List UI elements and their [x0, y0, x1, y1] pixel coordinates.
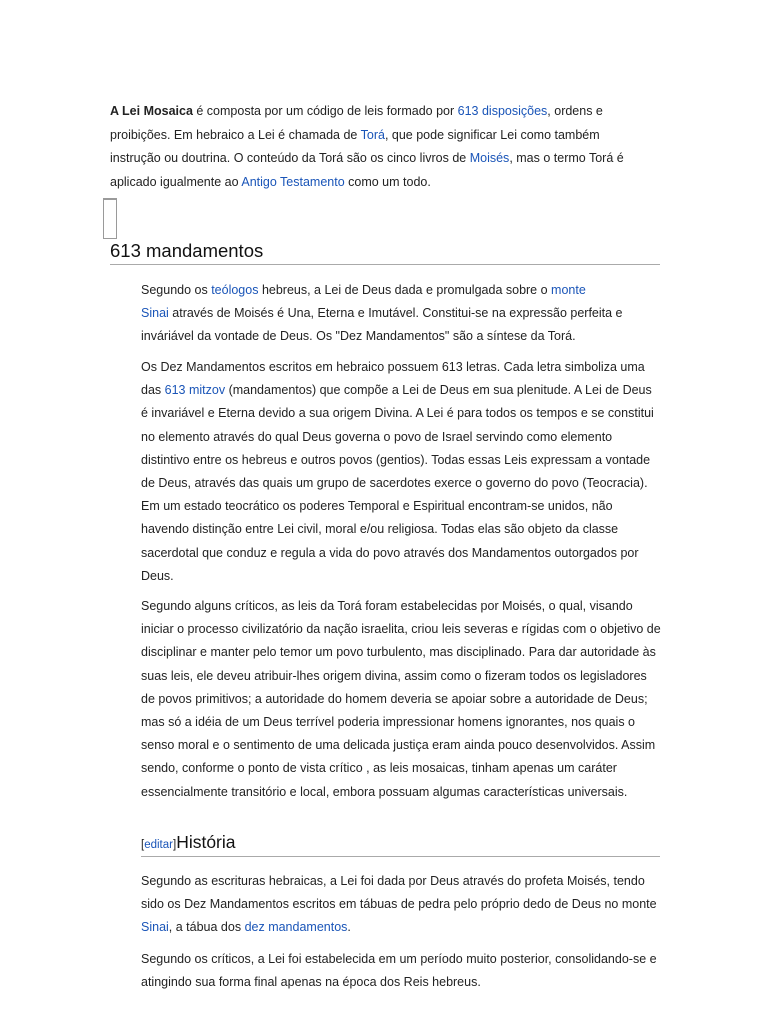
- section-heading-613-mandamentos: 613 mandamentos: [110, 238, 660, 265]
- section2-paragraph-1: [141, 870, 661, 940]
- link-613-mitzov[interactable]: 613 mitzov: [164, 383, 226, 398]
- text: hebreus, a Lei de Deus dada e promulgada sobre o: [258, 283, 552, 297]
- link-monte-sinai-part2[interactable]: Sinai: [141, 306, 169, 321]
- text: , mas o termo Torá é aplicado igualmente ao: [110, 151, 624, 189]
- image-placeholder: [103, 199, 117, 239]
- link-monte-sinai-part1[interactable]: monte: [551, 283, 586, 297]
- section2-paragraph-2: Segundo os críticos, a Lei foi estabelecida em um período muito posterior, consolidando-se e atingindo sua forma final apenas na época dos Reis hebreus.: [141, 952, 657, 990]
- section1-paragraph-1: [141, 279, 661, 349]
- text: , que pode significar Lei como também instrução ou doutrina. O conteúdo da Torá são os cinco livros de: [110, 127, 600, 165]
- section1-paragraph-3: Segundo alguns críticos, as leis da Torá foram estabelecidas por Moisés, o qual, visando iniciar o processo civilizatório da nação israelita, criou leis severas e rígidas com o objetivo de disciplinar e manter pelo temor um povo turbulento, mas disciplinado. Para dar autoridade às suas leis, ele deveu atribuir-lhes origem divina, assim como o fizeram todos os legisladores de povos primitivos; a autoridade do homem deveria se apoiar sobre a autoridade de Deus; mas só a idéia de um Deus terrível poderia impressionar homens ignorantes, nos quais o senso moral e o sentimento de uma delicada justiça eram ainda pouco desenvolvidos. Assim sendo, conforme o ponto de vista crítico , as leis mosaicas, tinham apenas um caráter essencialmente transitório e local, embora possuam algumas características universais.: [141, 599, 661, 799]
- section-heading-historia: [141, 829, 660, 857]
- text: (mandamentos) que compõe a Lei de Deus em sua plenitude. A Lei de Deus é invariável e Eterna devido a sua origem Divina. A Lei é para todos os tempos e se constitui no elemento através do qual Deus governa o povo de Israel servindo como elemento distintivo entre os hebreus e outros povos (gentios). Todas essas Leis expressam a vontade de Deus, através das quais um grupo de sacerdotes exerce o governo do povo (Teocracia). Em um estado teocrático os poderes Temporal e Espiritual encontram-se unidos, não havendo distinção entre Lei civil, moral e/ou religiosa. Todas elas são objeto da classe sacerdotal que conduz e regula a vida do povo através dos Mandamentos outorgados por Deus.: [141, 383, 654, 583]
- text: através de Moisés é Una, Eterna e Imutável. Constitui-se na expressão perfeita e inváriável da vontade de Deus. Os "Dez Mandamentos" são a síntese da Torá.: [141, 306, 623, 344]
- link-613-disposicoes[interactable]: 613 disposições: [457, 104, 548, 118]
- link-dez-mandamentos[interactable]: dez mandamentos: [244, 920, 348, 935]
- text: é composta por um código de leis formado por: [192, 104, 458, 118]
- intro-paragraph: [110, 100, 650, 194]
- text: Segundo os: [141, 283, 212, 297]
- article-subject: A Lei Mosaica: [110, 104, 193, 118]
- edit-bracket-close: ]: [172, 839, 177, 851]
- section-title-historia: História: [176, 832, 236, 852]
- text: , a tábua dos: [168, 920, 245, 935]
- link-sinai[interactable]: Sinai: [141, 920, 169, 935]
- edit-bracket-open: [: [141, 839, 145, 851]
- text: Os Dez Mandamentos escritos em hebraico possuem 613 letras. Cada letra simboliza uma das: [141, 360, 645, 398]
- link-antigo-testamento[interactable]: Antigo Testamento: [241, 174, 345, 189]
- link-tora[interactable]: Torá: [360, 127, 385, 142]
- text: , ordens e proibições. Em hebraico a Lei é chamada de: [110, 104, 603, 142]
- edit-link[interactable]: editar: [144, 839, 173, 851]
- text: como um todo.: [344, 174, 431, 189]
- text: .: [347, 920, 351, 935]
- link-teologos[interactable]: teólogos: [211, 283, 259, 297]
- text: Segundo as escrituras hebraicas, a Lei foi dada por Deus através do profeta Moisés, tendo sido os Dez Mandamentos escritos em tábuas de pedra pelo próprio dedo de Deus no monte: [141, 874, 657, 912]
- link-moises[interactable]: Moisés: [469, 151, 510, 165]
- section1-paragraph-2: [141, 356, 661, 588]
